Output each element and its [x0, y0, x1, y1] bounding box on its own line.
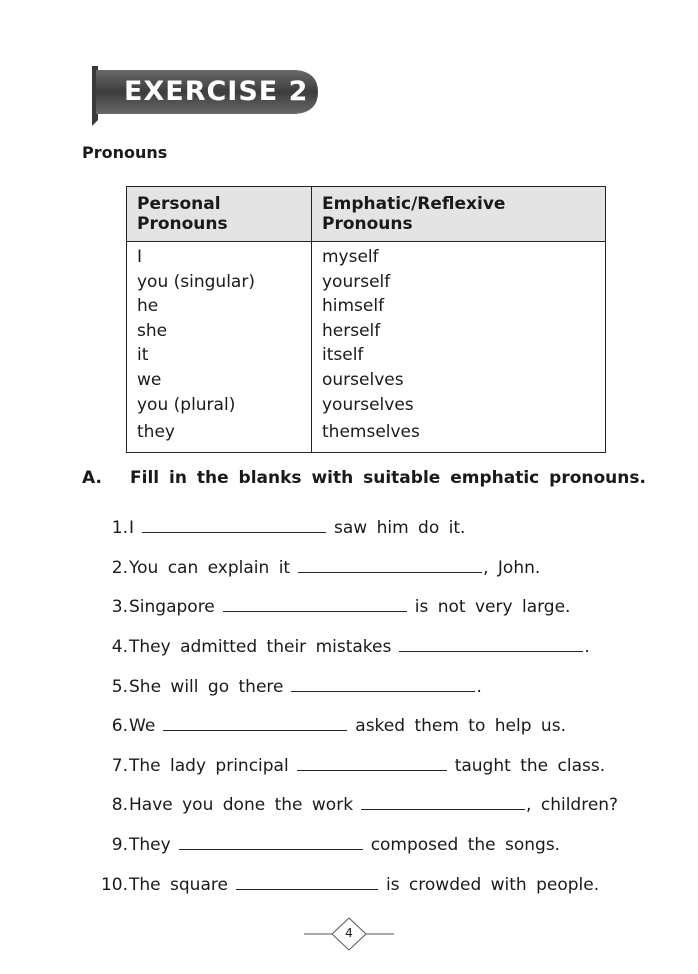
question-number: 2.	[111, 558, 128, 578]
question-text-before: They	[129, 835, 171, 855]
answer-blank[interactable]	[291, 677, 475, 692]
question-text-after: is crowded with people.	[385, 875, 600, 895]
question-number: 3.	[111, 597, 128, 617]
exercise-instruction	[82, 468, 646, 488]
question-text-before: We	[129, 716, 156, 736]
question-number: 1.	[111, 518, 128, 538]
table-cell: she	[127, 319, 312, 344]
table-row	[127, 393, 606, 418]
question-text-after: , John.	[483, 558, 541, 578]
question-text-after: composed the songs.	[370, 835, 561, 855]
question-number: 6.	[111, 716, 128, 736]
question-1	[82, 518, 466, 538]
question-text-after: saw him do it.	[334, 518, 466, 538]
exercise-letter: A.	[82, 468, 102, 488]
table-cell: they	[127, 417, 312, 453]
table-cell: myself	[312, 242, 606, 270]
answer-blank[interactable]	[399, 637, 583, 652]
question-text-before: Singapore	[129, 597, 215, 617]
question-number: 9.	[111, 835, 128, 855]
table-cell: themselves	[312, 417, 606, 453]
table-cell: himself	[312, 294, 606, 319]
question-text-after: is not very large.	[414, 597, 571, 617]
table-cell: we	[127, 368, 312, 393]
table-row	[127, 417, 606, 453]
pronoun-table	[126, 186, 606, 453]
exercise-banner	[82, 58, 320, 128]
question-text-before: The lady principal	[129, 756, 289, 776]
page-number	[304, 914, 394, 954]
table-header-personal: Personal Pronouns	[127, 187, 312, 242]
table-row	[127, 343, 606, 368]
table-row	[127, 294, 606, 319]
exercise-title: EXERCISE 2	[124, 76, 309, 107]
question-text-before: Have you done the work	[129, 795, 354, 815]
question-text-after: .	[476, 677, 482, 697]
answer-blank[interactable]	[179, 835, 363, 850]
answer-blank[interactable]	[236, 875, 378, 890]
table-cell: I	[127, 242, 312, 270]
page-number-text: 4	[345, 926, 353, 940]
question-text-after: .	[584, 637, 590, 657]
table-header-emphatic: Emphatic/Reflexive Pronouns	[312, 187, 606, 242]
table-header-row	[127, 187, 606, 242]
answer-blank[interactable]	[361, 795, 525, 810]
question-text-after: asked them to help us.	[355, 716, 566, 736]
table-cell: ourselves	[312, 368, 606, 393]
question-text-before: She will go there	[129, 677, 284, 697]
question-number: 8.	[111, 795, 128, 815]
question-text-after: , children?	[526, 795, 619, 815]
answer-blank[interactable]	[142, 518, 326, 533]
question-text-before: They admitted their mistakes	[129, 637, 392, 657]
question-text-before: I	[129, 518, 135, 538]
answer-blank[interactable]	[297, 756, 447, 771]
question-5	[82, 677, 482, 697]
table-cell: itself	[312, 343, 606, 368]
section-title: Pronouns	[82, 143, 168, 162]
table-row	[127, 368, 606, 393]
question-number: 7.	[111, 756, 128, 776]
question-number: 4.	[111, 637, 128, 657]
answer-blank[interactable]	[223, 597, 407, 612]
instruction-text: Fill in the blanks with suitable emphatic pronouns.	[130, 468, 646, 488]
table-cell: you (plural)	[127, 393, 312, 418]
question-2	[82, 558, 541, 578]
question-number: 10.	[100, 875, 128, 895]
table-row	[127, 319, 606, 344]
answer-blank[interactable]	[298, 558, 482, 573]
question-8	[82, 795, 619, 815]
table-cell: you (singular)	[127, 270, 312, 295]
question-text-before: You can explain it	[129, 558, 291, 578]
table-row	[127, 242, 606, 270]
question-text-after: taught the class.	[454, 756, 606, 776]
table-cell: he	[127, 294, 312, 319]
question-4	[82, 637, 590, 657]
question-number: 5.	[111, 677, 128, 697]
table-cell: yourself	[312, 270, 606, 295]
question-10	[82, 875, 600, 895]
question-9	[82, 835, 561, 855]
question-3	[82, 597, 571, 617]
table-cell: yourselves	[312, 393, 606, 418]
question-text-before: The square	[129, 875, 228, 895]
table-cell: it	[127, 343, 312, 368]
answer-blank[interactable]	[163, 716, 347, 731]
question-7	[82, 756, 606, 776]
table-cell: herself	[312, 319, 606, 344]
question-6	[82, 716, 566, 736]
table-row	[127, 270, 606, 295]
